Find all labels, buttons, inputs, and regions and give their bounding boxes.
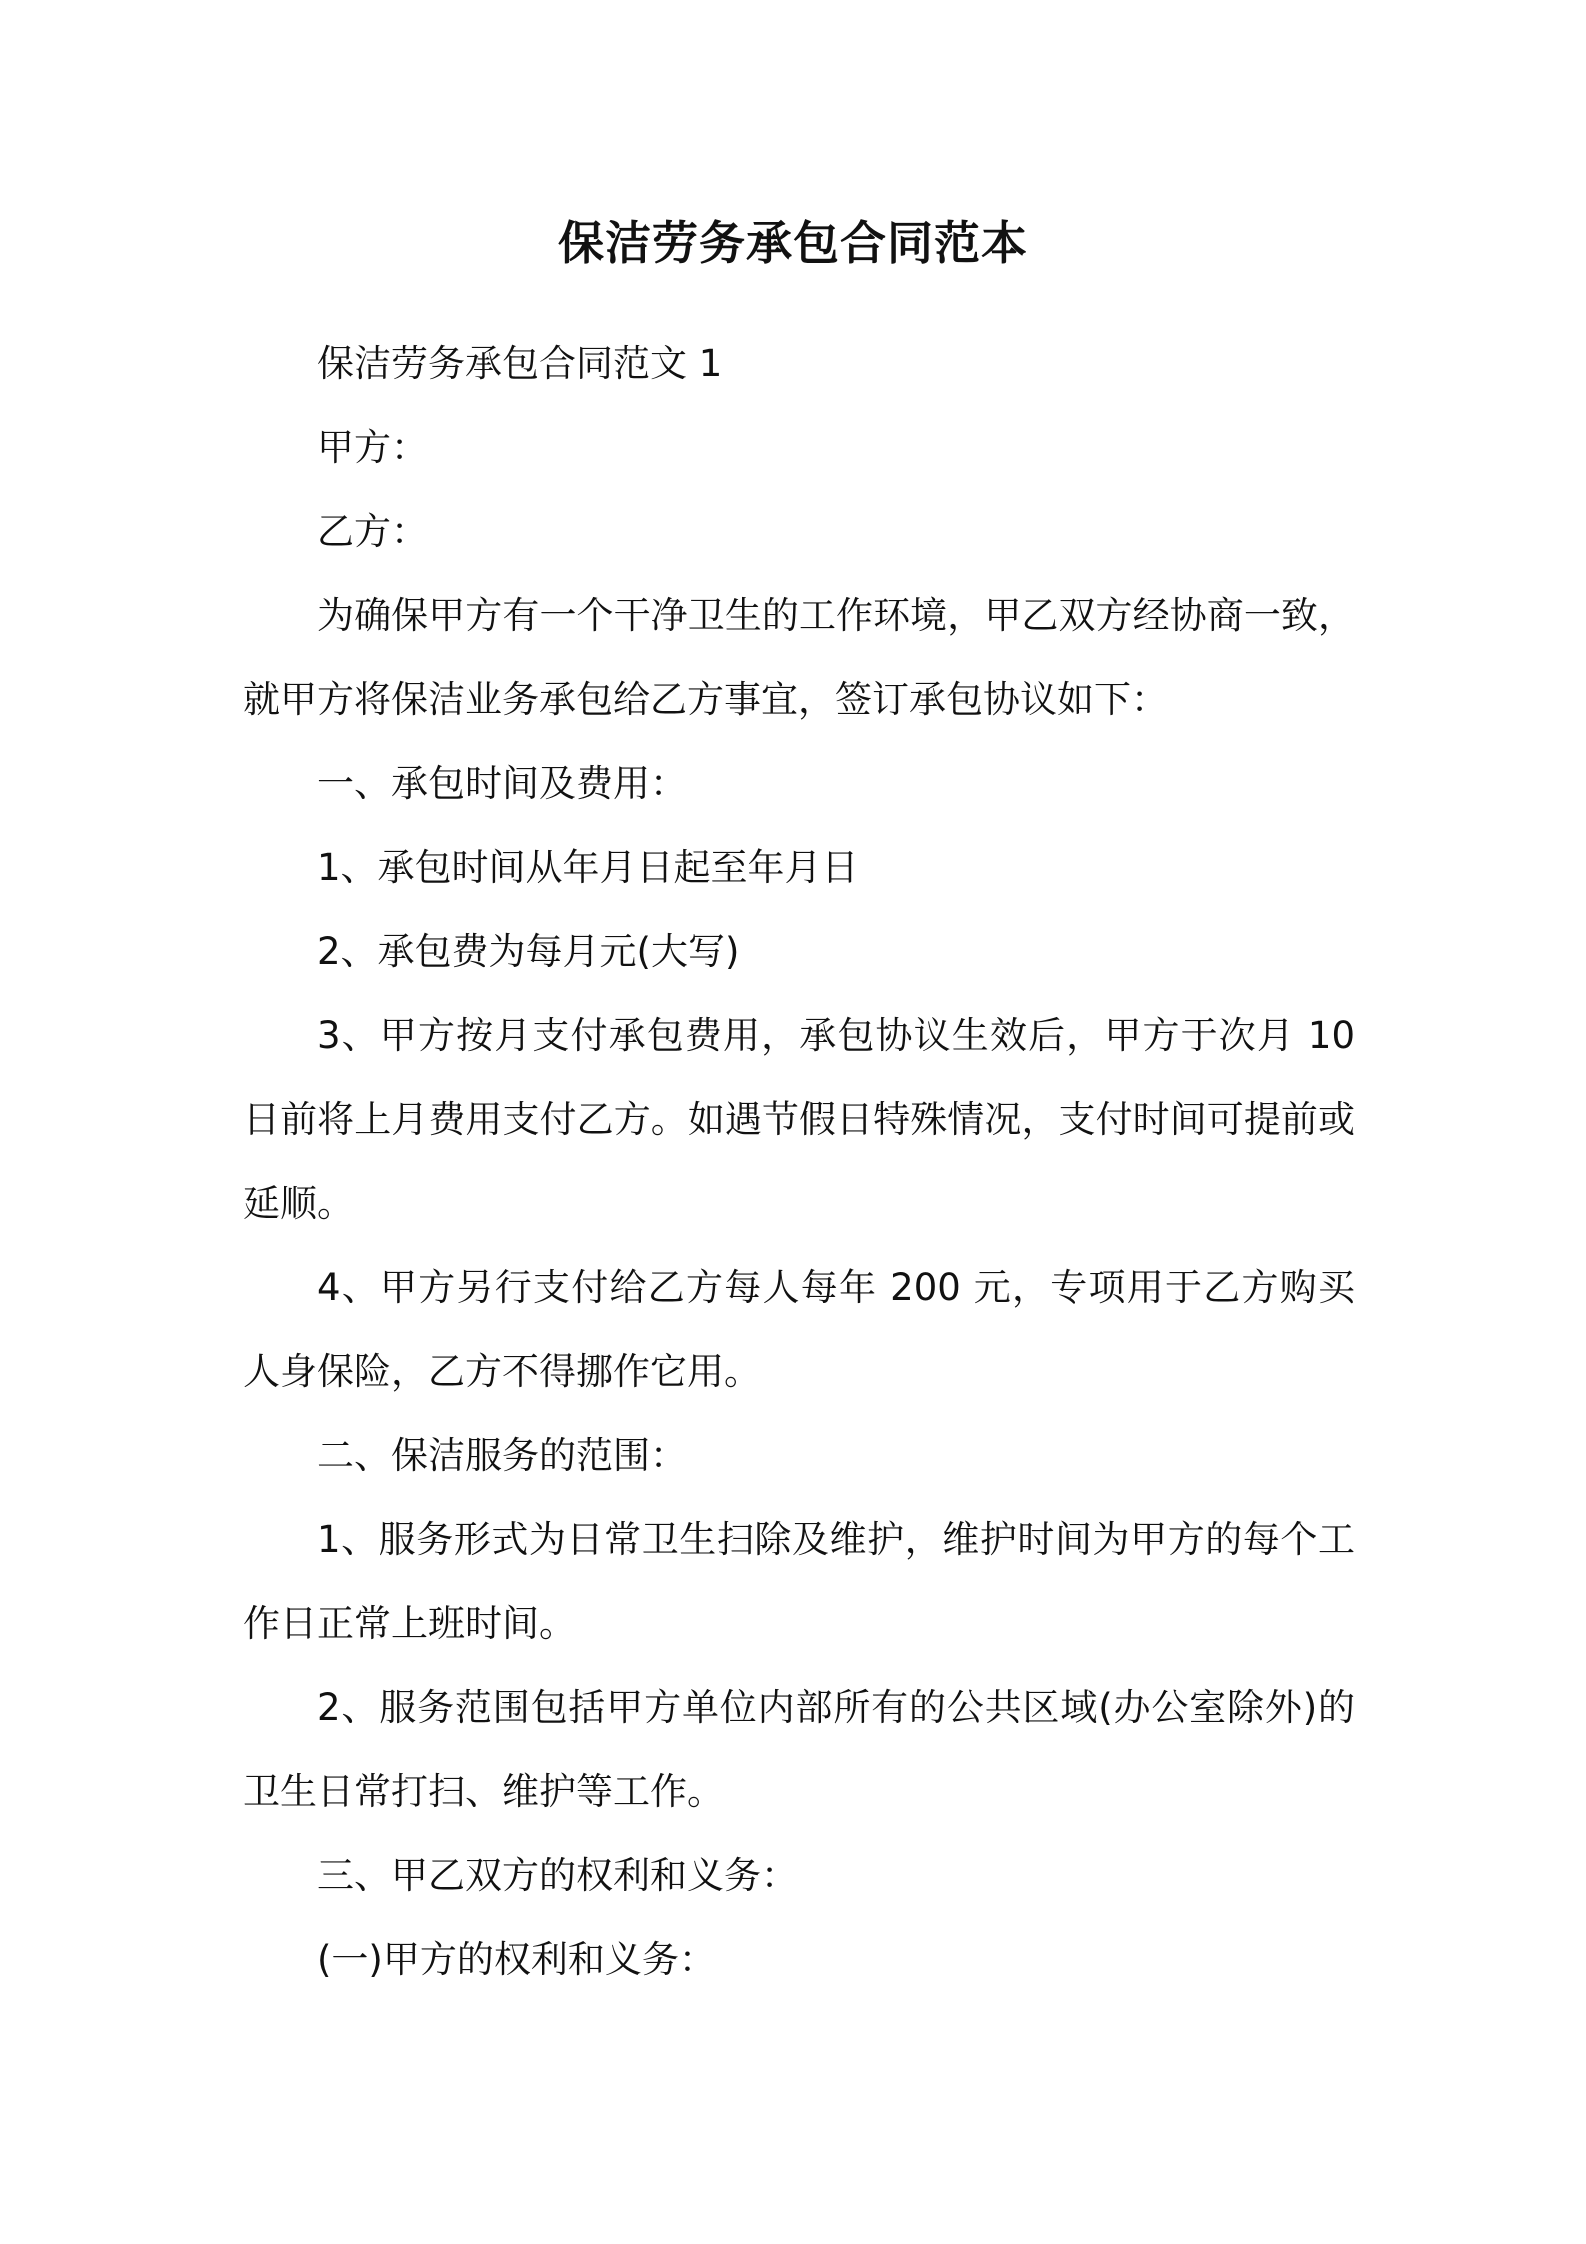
section-heading-rights: 三、甲乙双方的权利和义务：: [317, 1854, 798, 1897]
paragraph-party-a: 甲方：: [317, 426, 428, 469]
paragraph-sample-heading: 保洁劳务承包合同范文 1: [317, 342, 723, 385]
clause-1-4: 4、甲方另行支付给乙方每人每年 200 元，专项用于乙方购买人身保险，乙方不得挪作它用。: [243, 1266, 1355, 1393]
clause-2-1: 1、服务形式为日常卫生扫除及维护，维护时间为甲方的每个工作日正常上班时间。: [243, 1518, 1355, 1645]
clause-1-3: 3、甲方按月支付承包费用，承包协议生效后，甲方于次月 10 日前将上月费用支付乙方。如遇节假日特殊情况，支付时间可提前或延顺。: [243, 1014, 1355, 1225]
clause-1-2: 2、承包费为每月元(大写): [317, 930, 740, 973]
paragraph-party-b: 乙方：: [317, 510, 428, 553]
document-title: 保洁劳务承包合同范本: [558, 216, 1028, 270]
clause-2-2: 2、服务范围包括甲方单位内部所有的公共区域(办公室除外)的卫生日常打扫、维护等工作。: [243, 1686, 1355, 1813]
paragraph-preamble: 为确保甲方有一个干净卫生的工作环境，甲乙双方经协商一致，就甲方将保洁业务承包给乙方事宜，签订承包协议如下：: [243, 594, 1355, 721]
document-body: [243, 322, 1355, 2002]
subsection-heading-party-a: (一)甲方的权利和义务：: [317, 1938, 716, 1981]
section-heading-term-fee: 一、承包时间及费用：: [317, 762, 687, 805]
section-heading-scope: 二、保洁服务的范围：: [317, 1434, 687, 1477]
clause-1-1: 1、承包时间从年月日起至年月日: [317, 846, 859, 889]
